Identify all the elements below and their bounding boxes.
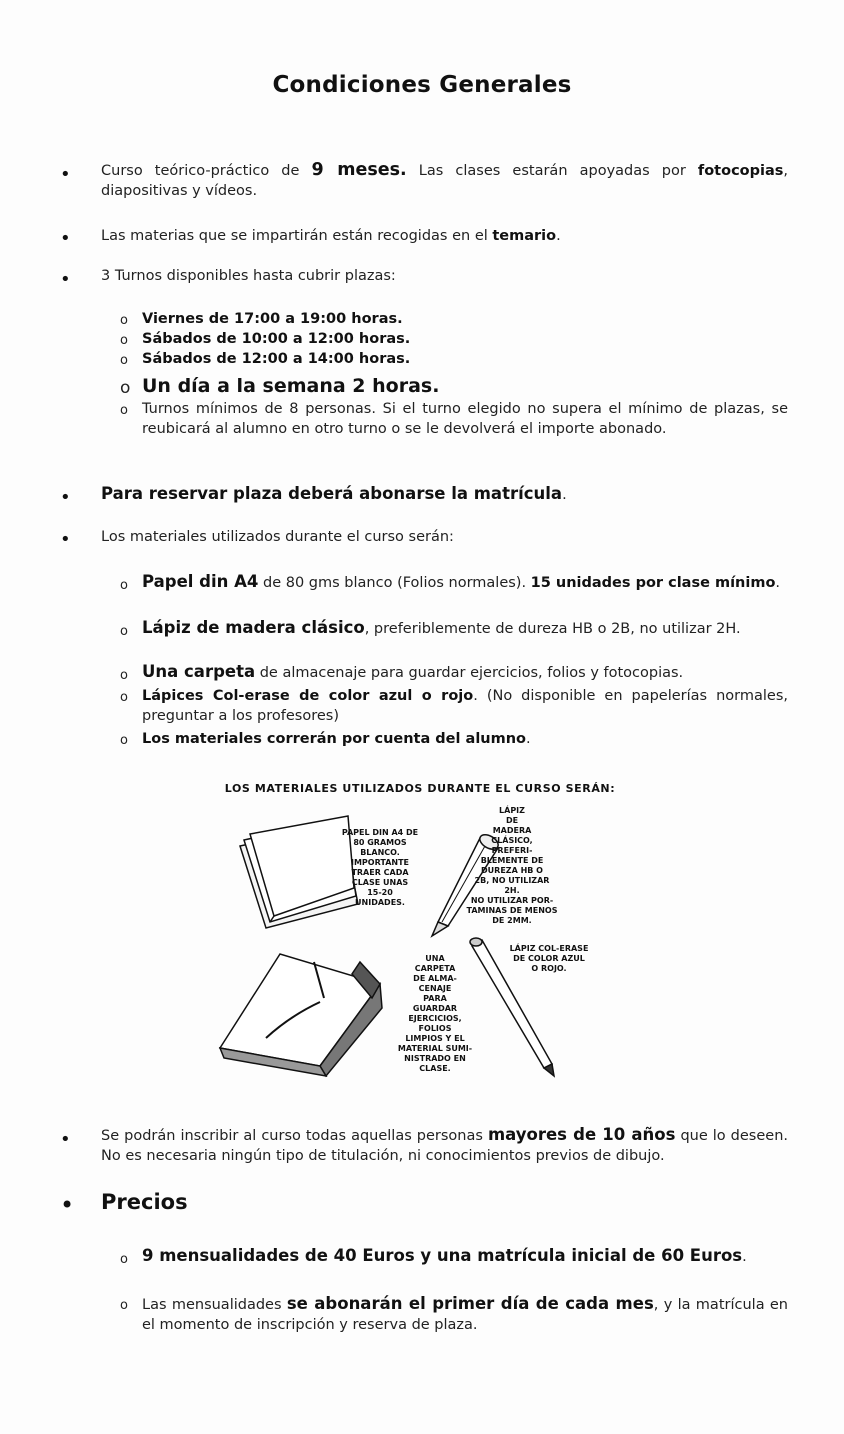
bullet-dot: • [60,269,71,290]
sub-bullet: o [120,333,128,348]
bold-material: Una carpeta [142,662,256,681]
bold-duracion: 9 meses. [311,160,407,180]
material-item [142,572,788,593]
paragraph-edad [101,1125,788,1166]
material-item [142,686,788,726]
turno-item: Sábados de 10:00 a 12:00 horas. [142,331,411,347]
sub-bullet: o [120,668,128,683]
text-span: . [742,1249,747,1265]
material-item [142,729,788,749]
text-span: . [526,731,531,747]
bold-fotocopias: fotocopias [697,163,784,179]
bold-reserva: Para reservar plaza deberá abonarse la matrícula [101,484,563,503]
turno-item: Sábados de 12:00 a 14:00 horas. [142,351,411,367]
bullet-dot: • [60,228,71,249]
bullet-dot: • [60,164,71,185]
text-span: Curso teórico-práctico de [101,163,312,179]
turno-item: Viernes de 17:00 a 19:00 horas. [142,311,403,327]
bullet-dot: • [60,487,71,508]
sub-bullet: o [120,353,128,368]
bullet-dot: • [60,1191,75,1219]
text-span: Las clases estarán apoyadas por [406,163,698,179]
sub-bullet: o [120,1298,128,1313]
materials-illustration [180,776,660,1086]
sub-bullet: o [120,1252,128,1267]
material-item [142,618,788,639]
text-span: , diapositivas y vídeos. [101,163,789,199]
sub-bullet: o [120,313,128,328]
sub-bullet: o [120,378,131,398]
caption-colerase: LÁPIZ COL-ERASE DE COLOR AZUL O ROJO. [509,944,589,973]
illustration-title: LOS MATERIALES UTILIZADOS DURANTE EL CURSO SERÁN: [224,782,616,795]
precio-item [142,1294,788,1335]
paragraph-turnos-intro: 3 Turnos disponibles hasta cubrir plazas: [101,268,396,284]
turno-minimo-note: Turnos mínimos de 8 personas. Si el turno elegido no supera el mínimo de plazas, se reubicará al alumno en otro turno o se le devolverá el importe abonado. [142,401,788,437]
bold-material: Papel din A4 [142,572,259,591]
paragraph-materiales-intro: Los materiales utilizados durante el curso serán: [101,529,454,545]
text-span: Las mensualidades [142,1297,287,1313]
precios-heading: Precios [101,1190,188,1214]
caption-papel: PAPEL DIN A4 DE 80 GRAMOS BLANCO. IMPORTANTE TRAER CADA CLASE UNAS 15-20 UNIDADES. [341,828,419,907]
text-span: . [562,487,567,503]
sub-bullet: o [120,578,128,593]
bold-precio: 9 mensualidades de 40 Euros y una matrícula inicial de 60 Euros [142,1246,743,1265]
text-span: Se podrán inscribir al curso todas aquellas personas [101,1128,488,1144]
bold-edad: mayores de 10 años [487,1125,676,1144]
text-span: de 80 gms blanco (Folios normales). [258,575,531,591]
bold-material: Lápiz de madera clásico [142,618,365,637]
bold-material: Lápices Col-erase de color azul o rojo [142,688,474,704]
text-span: . [775,575,781,591]
bullet-dot: • [60,1129,71,1150]
text-span: que lo deseen. No es necesaria ningún tipo de titulación, ni conocimientos previos de dibujo. [101,1128,788,1164]
text-span: Las materias que se impartirán están recogidas en el [101,228,493,244]
paragraph-temario [101,226,788,246]
bold-precio: se abonarán el primer día de cada mes [286,1294,654,1313]
paragraph-reserva [101,484,788,505]
sub-bullet: o [120,690,128,705]
folder-icon [220,954,382,1076]
bullet-dot: • [60,529,71,550]
material-item [142,662,788,683]
precio-item [142,1246,788,1267]
turno-item: Un día a la semana 2 horas. [142,375,440,397]
paragraph-duracion [101,160,788,201]
page-title: Condiciones Generales [272,72,572,98]
text-span: , preferiblemente de dureza HB o 2B, no utilizar 2H. [364,621,741,637]
text-span: , y la matrícula en el momento de inscripción y reserva de plaza. [142,1297,788,1333]
text-span: . (No disponible en papelerías normales, preguntar a los profesores) [142,688,788,724]
text-span: . [556,228,561,244]
bold-material: 15 unidades por clase mínimo [530,575,776,591]
sub-bullet: o [120,733,128,748]
text-span: de almacenaje para guardar ejercicios, folios y fotocopias. [255,665,684,681]
caption-lapiz: LÁPIZ DE MADERA CLÁSICO, PREFERI- BLEMENTE DE DUREZA HB O 2B, NO UTILIZAR 2H. NO UTILIZAR POR- TAMINAS DE MENOS DE 2MM. [466,806,558,925]
sub-bullet: o [120,624,128,639]
bold-temario: temario [492,228,557,244]
sub-bullet: o [120,403,128,418]
bold-material: Los materiales correrán por cuenta del alumno [142,731,527,747]
caption-carpeta: UNA CARPETA DE ALMA- CENAJE PARA GUARDAR EJERCICIOS, FOLIOS LIMPIOS Y EL MATERIAL SUMI- NISTRADO EN CLASE. [397,954,473,1073]
